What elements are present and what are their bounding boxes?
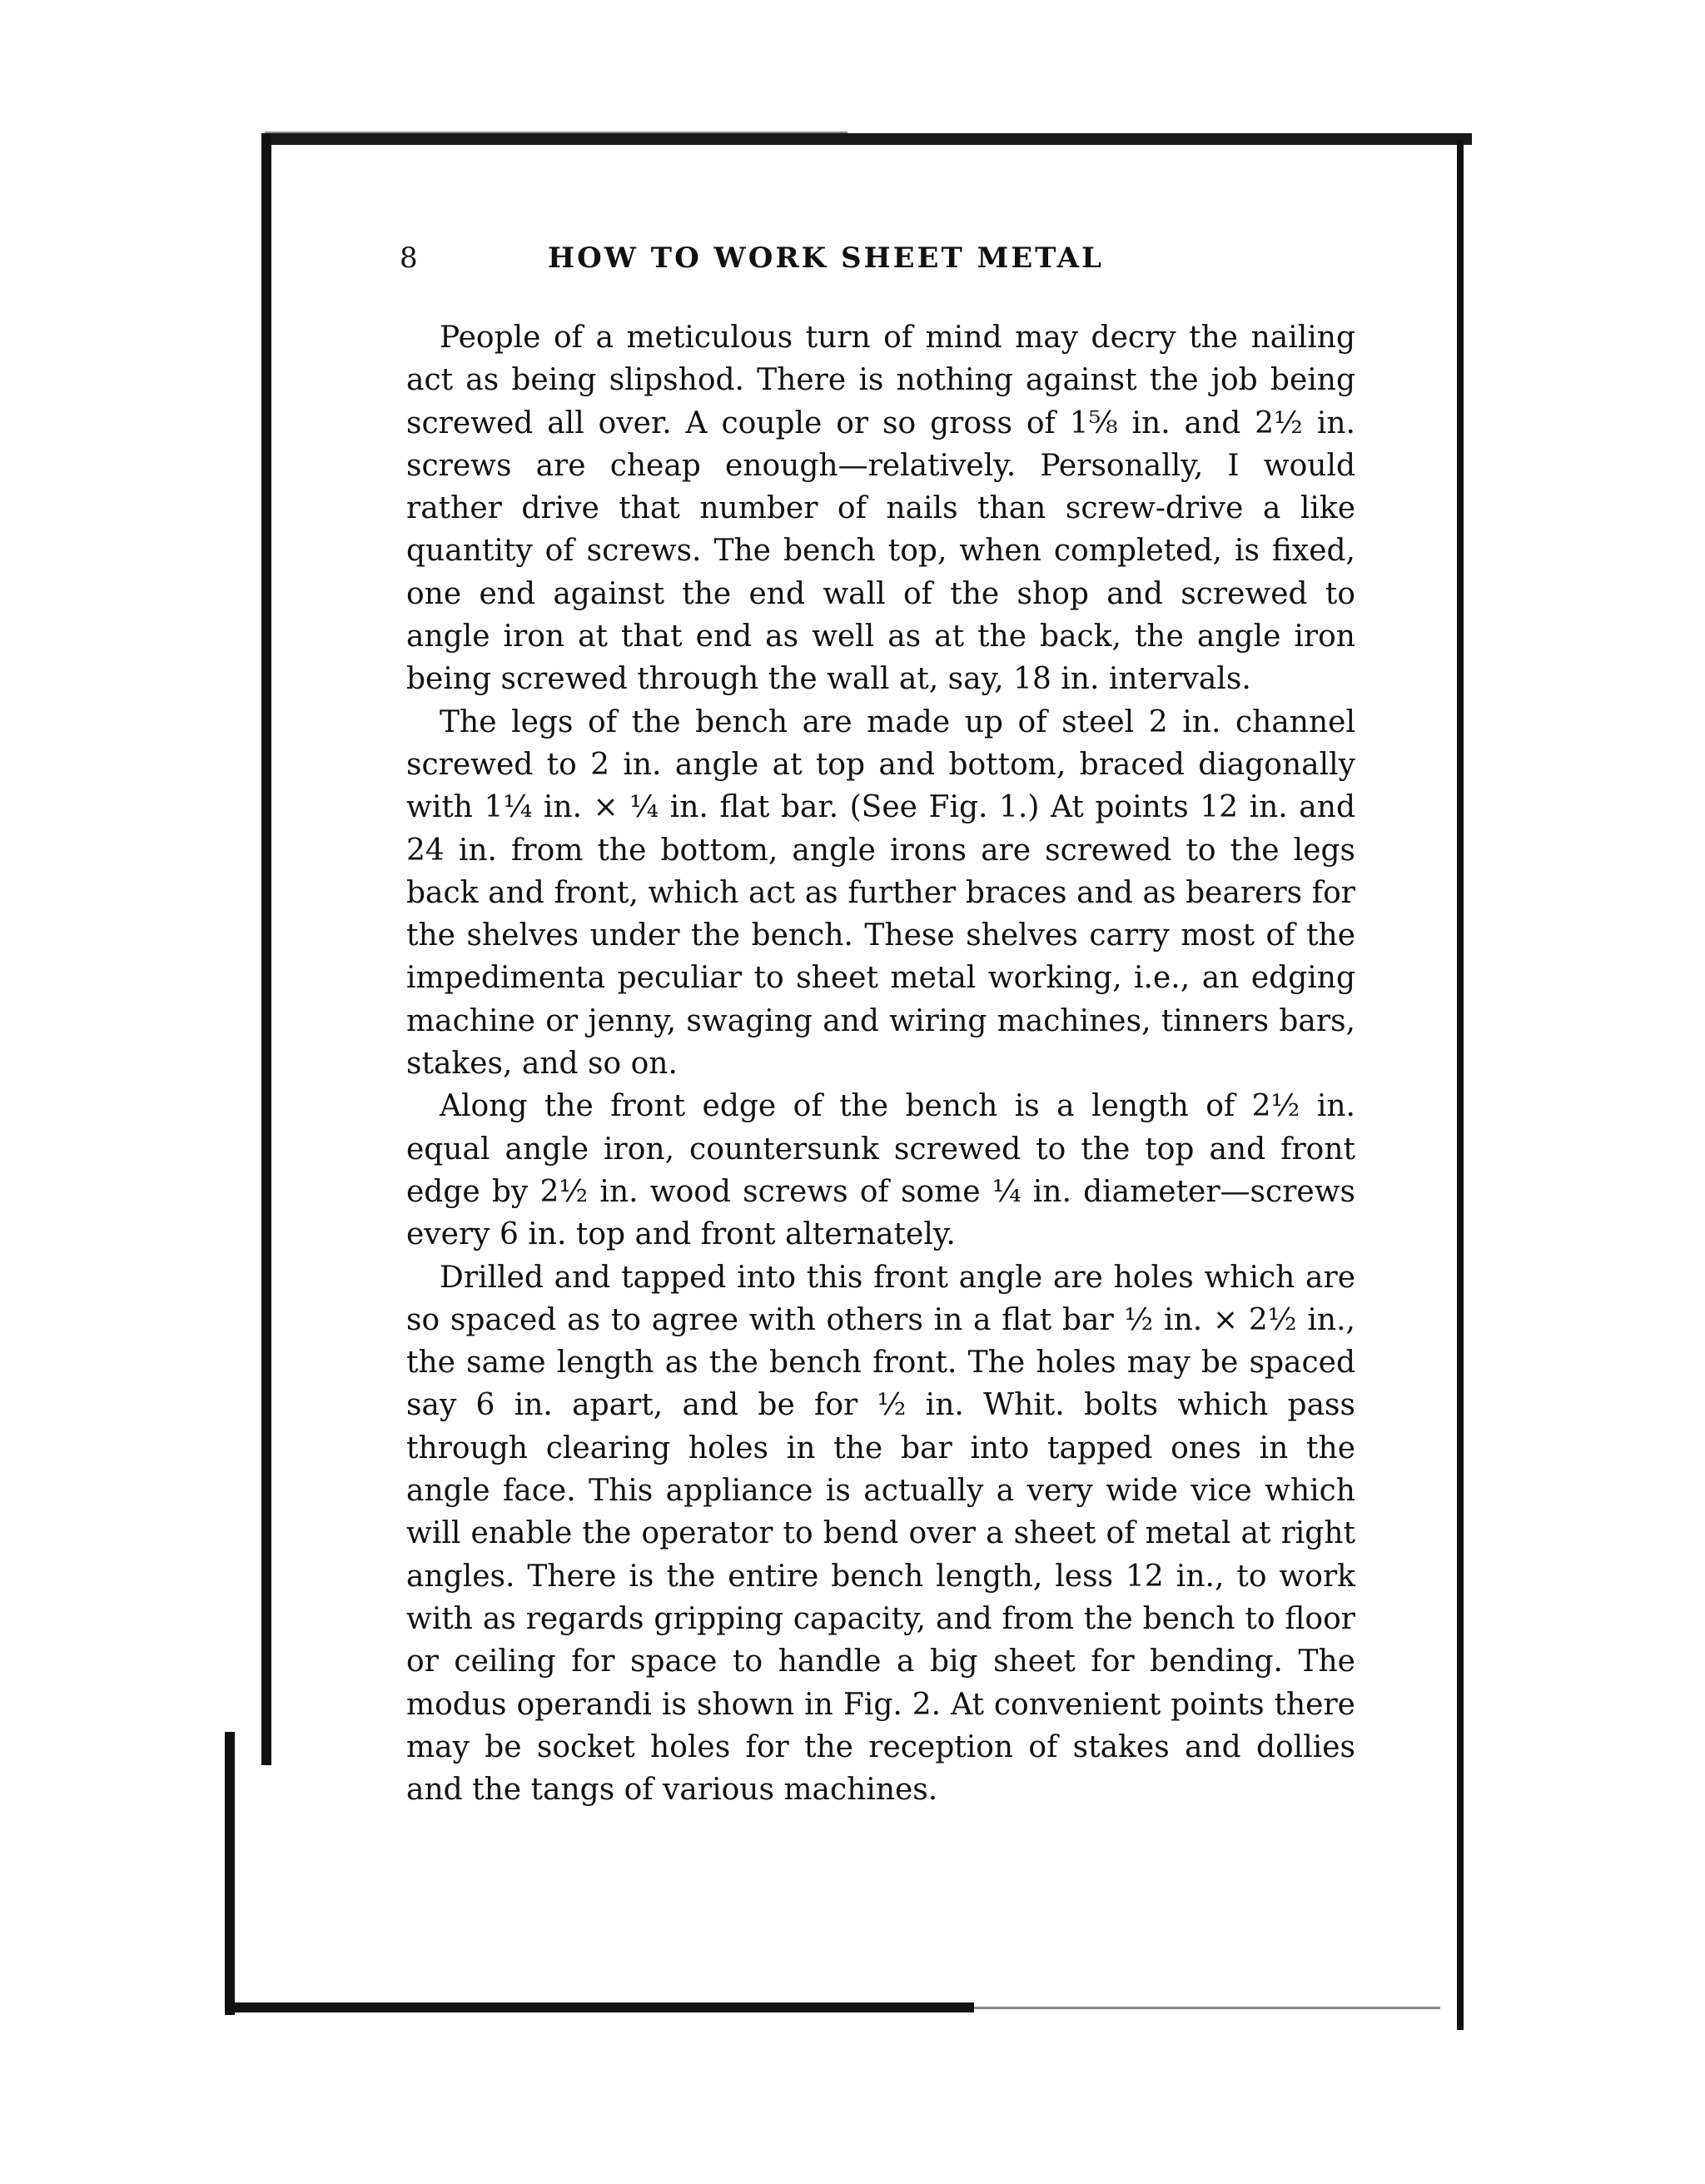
page-frame-right [1457,140,1464,2030]
page-number: 8 [400,241,418,275]
paragraph: The legs of the bench are made up of steel 2 in. channel screwed to 2 in. angle at top and bottom, braced diagonally with 1¼ in. × ¼ in. flat bar. (See Fig. 1.) At points 12 in. and 24 in. from the bottom, angle irons are screwed to the legs back and front, which act as further braces and as bearers for the shelves under the bench. These shelves carry most of the impedimenta peculiar to sheet metal working, i.e., an edging machine or jenny, swaging and wiring machines, tinners bars, stakes, and so on. [406,704,1355,1082]
paragraph: Drilled and tapped into this front angle are holes which are so spaced as to agree with others in a flat bar ½ in. × 2½ in., the same length as the bench front. The holes may be spaced say 6 in. apart, and be for ½ in. Whit. bolts which pass through clearing holes in the bar into tapped ones in the angle face. This appliance is actually a very wide vice which will enable the operator to bend over a sheet of metal at right angles. There is the entire bench length, less 12 in., to work with as regards gripping capacity, and from the bench to floor or ceiling for space to handle a big sheet for bending. The modus operandi is shown in Fig. 2. At convenient points there may be socket holes for the reception of stakes and dollies and the tangs of various machines. [406,1260,1355,1808]
paragraph: Along the front edge of the bench is a length of 2½ in. equal angle iron, countersunk screwed to the top and front edge by 2½ in. wood screws of some ¼ in. diameter—screws every 6 in. top and front alternately. [406,1089,1355,1252]
page-frame-bottom [225,2002,974,2012]
page-frame-left [261,133,271,1765]
page-frame-left-lower [225,1732,235,2015]
running-title: HOW TO WORK SHEET METAL [548,241,1104,275]
body-text [406,316,1355,1811]
page-frame-bottom-fade [974,2007,1440,2009]
page-header [400,241,1365,283]
paragraph: People of a meticulous turn of mind may decry the nailing act as being slipshod. There is nothing against the job being screwed all over. A couple or so gross of 1⅝ in. and 2½ in. screws are cheap enough—relatively. Personally, I would rather drive that number of nails than screw-drive a like quantity of screws. The bench top, when completed, is fixed, one end against the end wall of the shop and screwed to angle iron at that end as well as at the back, the angle iron being screwed through the wall at, say, 18 in. intervals. [406,321,1355,697]
page-frame-top [265,133,1472,145]
